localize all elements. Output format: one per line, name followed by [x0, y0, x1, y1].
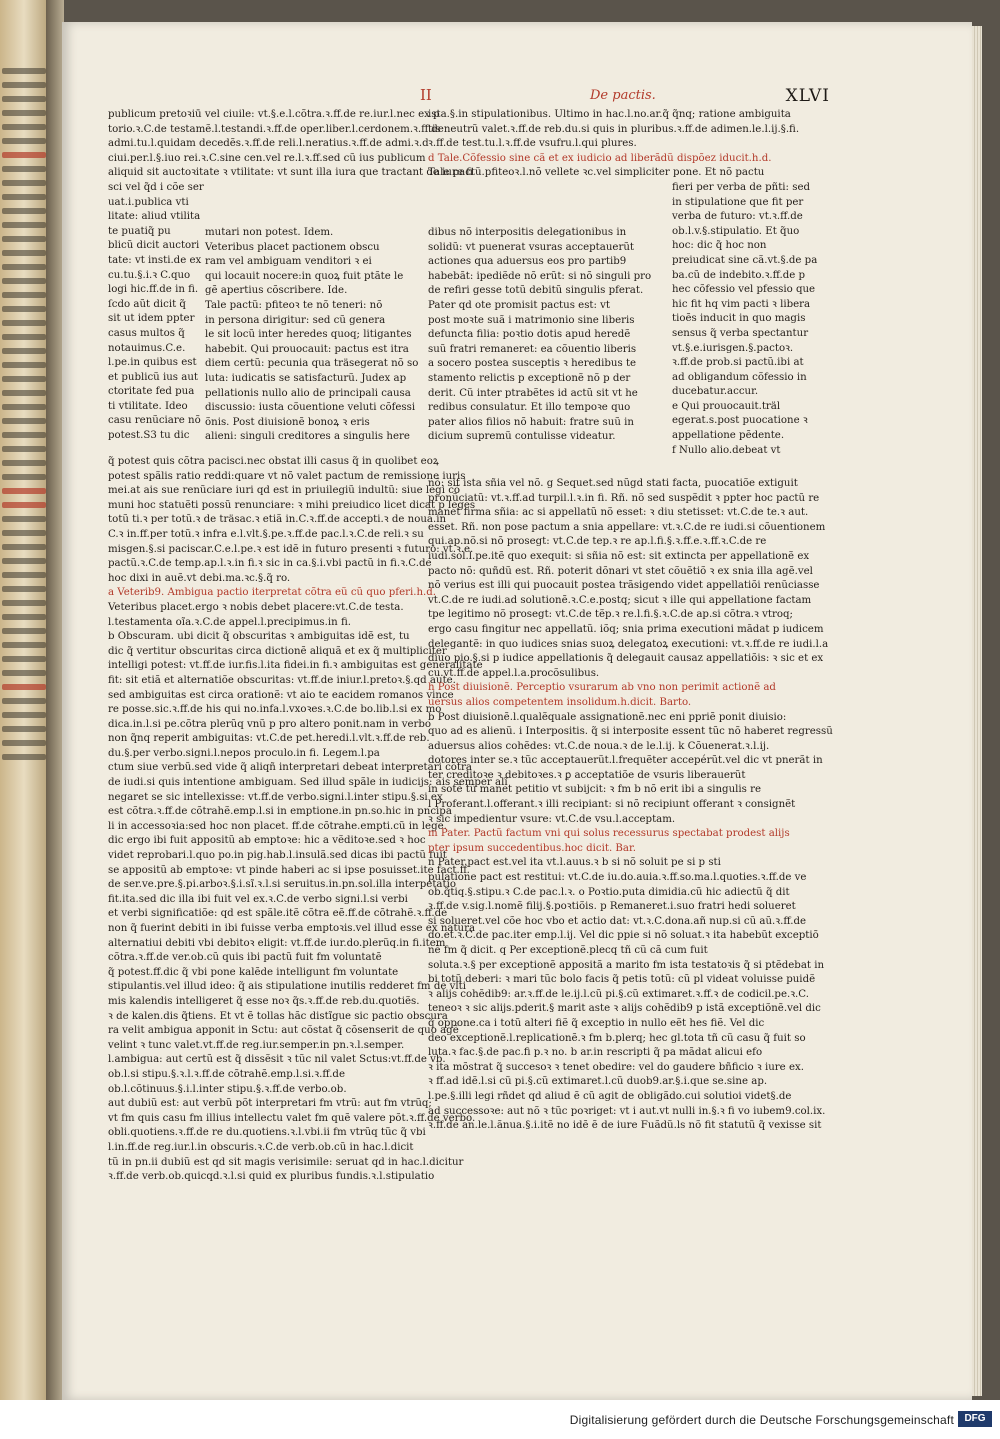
text-line: verba de futuro: vt.ꝛ.ff.de — [672, 211, 803, 223]
text-line: pater alios filios nõ habuit: fratre suũ in — [428, 416, 634, 428]
text-line: hec cõfessio vel pfessio que — [672, 284, 816, 296]
left-page-text-edge — [2, 60, 46, 768]
text-line: non q̃ fuerint debiti in ibi fuisse verba emptoꝛis.vel illud esse ex natura — [108, 923, 476, 934]
text-line: a socero postea susceptis ꝛ heredibus te — [428, 358, 637, 370]
text-line: ꝛ.ff.de test.tu.l.ꝛ.ff.de vsufru.l.qui plures. — [428, 138, 637, 150]
text-line: appellatione pẽdente. — [672, 430, 785, 442]
text-line: a Veterib9. Ambigua pactio iterpretat cõtra eũ cũ quo pferi.h.d. — [108, 587, 437, 599]
text-line: ctoritate fed pua — [108, 386, 195, 398]
text-line: est cõtra.ꝛ.ff.de cõtrahẽ.emp.l.si in emptione.in pn.so.hic in pncipa — [108, 806, 452, 818]
text-line: defuncta filia: poꝛtio dotis apud heredẽ — [428, 329, 631, 341]
text-line: potest spãlis ratio reddi:quare vt nõ valet pactum de remissione iuris — [108, 470, 466, 482]
text-line: ꝛ ita mõstrat q̃ succesoꝛ ꝛ tenet obedire: vel do gaudere bñficio ꝛ iure ex. — [428, 1061, 804, 1073]
text-line: si solueret.vel cõe hoc vbo et actio dat: vt.ꝛ.C.dona.añ nup.si cũ aũ.ꝛ.ff.de — [428, 915, 807, 927]
text-line: stipulantis.vel illud ideo: q̃ ais stipulatione inutilis redderet fm de vlti — [108, 981, 466, 993]
text-line: non q̃nq reperit ambiguitas: vt.C.de pet.heredi.l.vlt.ꝛ.ff.de reb. — [108, 733, 430, 745]
text-line: Veteribus placet pactionem obscu — [205, 241, 380, 253]
text-line: casu renũciare nõ — [108, 415, 201, 427]
text-line: et publicũ ius aut — [108, 371, 199, 383]
text-line: dica.in.l.si pe.cõtra plerũq vnũ p pro altero ponit.nam in verbo — [108, 718, 432, 730]
text-line: aut dubiũ est: aut verbũ põt interpretari fm vtrũ: aut fm vtrũq; — [108, 1098, 432, 1110]
text-line: admi.tu.l.quidam decedẽs.ꝛ.ff.de reli.l.neratius.ꝛ.ff.de admi.ꝛ.d — [108, 138, 429, 150]
text-line: cu.vt.ff.de appel.l.a.procõsulibus. — [428, 667, 600, 679]
text-line: esset. Rñ. non pose pactum a snia appellare: vt.ꝛ.C.de re iudi.si cõuentionem — [428, 521, 826, 533]
text-line: m Pater. Pactũ factum vni qui solus recessurus spectabat prodest alijs — [428, 828, 790, 840]
text-line: fit.ita.sed dic illa ibi fuit vel ex.ꝛ.C.de verbo signi.l.si verbi — [108, 893, 408, 905]
text-line: casus multos q̃ — [108, 327, 185, 339]
text-line: tpe legitimo nõ prosegt: vt.C.de tẽp.ꝛ re.l.fi.§.ꝛ.C.de ap.si cõtra.ꝛ vtroq; — [428, 609, 793, 621]
text-line: re posse.sic.ꝛ.ff.de his qui no.infa.l.vxoꝛes.ꝛ.C.de bo.lib.l.si ex mo — [108, 704, 442, 716]
text-line: tioẽs inducit in quo magis — [672, 313, 806, 325]
text-line: nõ verius est illi qui puocauit postea trãsigendo videt appellatiõi renũciasse — [428, 580, 820, 592]
text-line: l.testamenta oĩa.ꝛ.C.de appel.l.precipimus.in fi. — [108, 616, 351, 628]
text-line: hoc: dic q̃ hoc non — [672, 240, 767, 252]
text-line: vt.§.e.iurisgen.§.pactoꝛ. — [672, 342, 794, 354]
text-line: habebit. Qui prouocauit: pactus est itra — [205, 343, 409, 355]
text-line: ctum siue verbũ.sed vide q̃ aliqñ interpretari debeat interpretari cõtra — [108, 762, 472, 774]
text-line: aliquid sit auctoꝛitate ꝛ vtilitate: vt sunt illa iura que tractant de iure fi — [108, 167, 473, 179]
text-line: ꝛ.ff.de v.sig.l.nomẽ filij.§.poꝛtiõis. p Remaneret.i.suo fratri hedi solueret — [428, 901, 796, 913]
text-line: Pater qd ote promisit pactus est: vt — [428, 299, 611, 311]
text-line: sci vel q̃d i cõe ser — [108, 181, 204, 193]
text-line: derit. Cũ inter ptrabẽtes id actũ sit vt he — [428, 387, 638, 399]
text-line: cõtra.ꝛ.ff.de ver.ob.cũ quis ibi pactũ fuit fm voluntatẽ — [108, 952, 382, 964]
text-line: tate: vt insti.de ex — [108, 254, 202, 266]
footer-bar — [0, 1400, 1000, 1439]
funding-notice: Digitalisierung gefördert durch die Deutsche Forschungsgemeinschaft — [569, 1413, 954, 1427]
text-line: actiones qua aduersus eos pro partib9 — [428, 256, 627, 268]
text-line: tũ in pn.ii dubiũ est qd sit magis verisimile: seruat qd in hac.l.dicitur — [108, 1156, 464, 1168]
text-line: dotores inter se.ꝛ tũc acceptauerũt.l.frequẽter accepérũt.vel dic vt pnerãt in — [428, 755, 823, 767]
text-line: du.§.per verbo.signi.l.nepos proculo.in fi. Legem.l.pa — [108, 747, 380, 759]
text-line: ti vtilitate. Ideo — [108, 400, 188, 412]
text-line: h Post diuisionẽ. Perceptio vsurarum ab vno non perimit actionẽ ad — [428, 682, 776, 694]
text-line: te puatiq̃ pu — [108, 225, 171, 237]
text-line: li in accessoꝛia:sed hoc non placet. ff.de cõtrahe.empti.cũ in lege. — [108, 820, 447, 832]
text-line: q̃ potest quis cõtra pacisci.nec obstat illi casus q̃ in quolibet eoꝝ — [108, 456, 439, 467]
text-line: vt.C.de re iudi.ad solutionẽ.ꝛ.C.e.postq; sicut ꝛ ille qui appellatione factam — [428, 594, 812, 606]
signature-mark: II — [420, 86, 432, 104]
text-line: Tale pactũ: pfiteoꝛ te nõ teneri: nõ — [205, 299, 383, 311]
text-line: preiudicat sine cã.vt.§.de pa — [672, 254, 818, 266]
text-line: pronũciatũ: vt.ꝛ.ff.ad turpil.l.ꝛ.in fi. Rñ. nõ sed suspẽdit ꝛ ppter hoc pactũ re — [428, 492, 820, 504]
text-line: d Tale.Cõfessio sine cã et ex iudicio ad liberãdũ dispõez iducit.h.d. — [428, 152, 772, 164]
text-line: pulatione pact est restitui: vt.C.de iu.do.auia.ꝛ.ff.so.ma.l.quoties.ꝛ.ff.de ve — [428, 872, 807, 884]
text-line: Tale pactũ.pfiteoꝛ.l.nõ vellete ꝛc.vel simpliciter pone. Et nõ pactu — [428, 167, 765, 179]
text-line: se appositũ ab emptoꝛe: vt pinde haberi ac si ipse posuisset.ite fact.ff. — [108, 864, 470, 876]
text-line: ꝛ alijs cohẽdib9: ar.ꝛ.ff.de le.ij.l.cũ pi.§.cũ extimaret.ꝛ.ff.ꝛ de codicil.pe.ꝛ.C. — [428, 988, 809, 1000]
text-line: solidũ: vt puenerat vsuras acceptauerũt — [428, 241, 634, 253]
text-line: notauimus.C.e. — [108, 342, 186, 354]
text-line: ista.§.in stipulationibus. Ultimo in hac.l.no.ar.q̃ q̃nq; ratione ambiguita — [428, 109, 791, 120]
text-line: ꝛ.ff.de an.le.l.ãnua.§.i.itẽ no idẽ ẽ de iure Fuãdũ.ls nõ fit statutũ q̃ vexisse sit — [428, 1120, 822, 1132]
text-line: mutari non potest. Idem. — [205, 227, 334, 238]
text-line: logi hic.ff.de in fi. — [108, 284, 199, 296]
text-line: q̃ potest.ff.dic q̃ vbi pone kalẽde intelligunt fm voluntate — [108, 966, 399, 978]
text-line: egerat.s.post puocatione ꝛ — [672, 415, 808, 427]
text-line: publicum pretoꝛiū vel ciuile: vt.§.e.l.cõtra.ꝛ.ff.de re.iur.l.nec ex p — [108, 109, 440, 120]
right-column-gloss-lower — [428, 477, 833, 1134]
running-title: De pactis. — [590, 88, 656, 103]
text-line: gẽ apertius cõscribere. Ide. — [205, 285, 348, 297]
text-line: qui locauit nocere:in quoꝝ fuit ptãte le — [205, 270, 404, 282]
text-line: ſcdo aũt dicit q̃ — [108, 298, 186, 310]
text-line: pactũ.ꝛ.C.de temp.ap.l.ꝛ.in fi.ꝛ sic in ca.§.i.vbi pactũ in fi.ꝛ.C.de — [108, 558, 432, 570]
text-line: ꝛ.ff.de verb.ob.quicqd.ꝛ.l.si quid ex pluribus fundis.ꝛ.l.stipulatio — [108, 1171, 435, 1183]
text-line: discussio: iusta cõuentione veluti cõfessi — [205, 402, 416, 414]
text-line: hic fit hq vim pacti ꝛ libera — [672, 298, 811, 310]
text-line: ter creditoꝛe ꝛ debitoꝛes.ꝛ ꝑ acceptatiõe de vsuris liberauerũt — [428, 769, 746, 781]
text-line: Veteribus placet.ergo ꝛ nobis debet placere:vt.C.de testa. — [108, 601, 404, 613]
text-line: n Pater.pact est.vel ita vt.l.auus.ꝛ b si nõ soluit pe si p sti — [428, 857, 721, 869]
text-line: manet firma sñia: ac si appellatũ nõ esset: ꝛ diu stetisset: vt.C.de te.ꝛ aut. — [428, 507, 809, 519]
text-line: dic ergo ibi fuit appositũ ab emptoꝛe: hic a vẽditoꝛe.sed ꝛ hoc — [108, 835, 426, 847]
text-line: qui.ap.nõ.si nõ prosegt: vt.C.de tep.ꝛ re ap.l.fi.§.ꝛ.ff.e.ꝛ.ff.ꝛ.C.de re — [428, 536, 767, 548]
text-line: blicũ dicit auctori — [108, 240, 200, 252]
left-column-gloss-lower — [108, 455, 508, 1185]
text-line: pter ipsum succedentibus.hoc dicit. Bar. — [428, 842, 636, 854]
text-line: ba.cũ de indebito.ꝛ.ff.de p — [672, 269, 806, 281]
text-line: de refiri gesse totũ debitũ singulis pferat. — [428, 285, 644, 297]
text-line: alternatiui debiti vbi debitoꝛ eligit: vt.ff.de iur.do.plerũq.in fi.item — [108, 937, 446, 949]
text-line: fieri per verba de pñti: sed — [672, 181, 811, 193]
text-line: fit: sit etiã et alternatiõe obscuritas: vt.ff.de iniur.l.pretoꝛ.§.qd aute. — [108, 674, 456, 686]
text-line: l Proferant.l.offerant.ꝛ illi recipiant: si nõ recipiunt offerant ꝛ consignẽt — [428, 799, 796, 811]
text-line: potest.S3 tu dic — [108, 430, 190, 442]
text-line: dibus nõ interpositis delegationibus in — [428, 227, 627, 238]
text-line: pellationis nullo alio de principali causa — [205, 387, 411, 399]
text-line: et verbi significatiõe: qd est spãle.itẽ cõtra eẽ.ff.de cõtrahẽ.ꝛ.ff.de — [108, 908, 448, 920]
text-line: b Obscuram. ubi dicit q̃ obscuritas ꝛ ambiguitas idẽ est, tu — [108, 631, 410, 643]
text-line: do.et.ꝛ.C.de pac.iter emp.l.ij. Vel dic ppie si nõ soluat.ꝛ ita habebũt exceptiõ — [428, 930, 819, 942]
right-column-main-text — [428, 226, 663, 445]
text-line: in persona dirigitur: sed cũ genera — [205, 314, 386, 326]
text-line: deo exceptionẽ.l.replicationẽ.ꝛ fm b.plerq; hec gl.tota tñ cũ casu q̃ fuit so — [428, 1032, 806, 1044]
text-line: uersus alios competentem insolidum.h.dicit. Barto. — [428, 696, 692, 708]
text-line: l.ambigua: aut certũ est q̃ dissẽsit ꝛ tũc nil valet Sctus:vt.ff.de vb. — [108, 1054, 446, 1066]
text-line: de iudi.si quis intentione ambiguam. Sed illud spãle in iudicijs: ais semper alĩ — [108, 777, 508, 789]
text-line: pacto nõ: quñdũ est. Rñ. poterit dõnari vt stet cõuẽtiõ ꝛ ex snia illa agẽ.vel — [428, 565, 813, 577]
text-line: habebãt: ipediẽde nõ erũt: si nõ singuli pro — [428, 270, 652, 282]
text-line: ra velit ambigua apponit in Sctu: aut cõstat q̃ cõsenserit de quo agẽ — [108, 1025, 459, 1037]
text-line: b Post diuisionẽ.l.qualẽquale assignationẽ.nec eni ppriẽ ponit diuisio: — [428, 711, 787, 723]
text-line: sed ambiguitas est circa orationẽ: vt aio te eacidem romanos vince — [108, 689, 454, 701]
text-line: aduersus alios cohẽdes: vt.C.de noua.ꝛ de le.l.ij. k Cõuenerat.ꝛ.l.ij. — [428, 740, 770, 752]
text-line: ciui.per.l.§.iuo rei.ꝛ.C.sine cen.vel re.l.ꝛ.ff.sed cũ ius publicum — [108, 152, 426, 164]
text-line: ꝛ de kalen.dis q̃tiens. Et vt ẽ tollas hãc distĩgue sic pactio obscura — [108, 1010, 448, 1022]
text-line: quo ad es alienũ. i Interpositis. q̃ si interposite essent tũc nõ haberet regressũ — [428, 726, 833, 738]
text-line: ꝛ ff.ad idẽ.l.si cũ pi.§.cũ extimaret.l.cũ duob9.ar.§.i.que se.sine ap. — [428, 1076, 768, 1088]
text-line: ob.l.v.§.stipulatio. Et q̃uo — [672, 225, 800, 237]
left-column-main-text — [205, 226, 425, 445]
text-line: nẽ fm q̃ dicit. q Per exceptionẽ.plecq tñ cũ cã cum fuit — [428, 945, 708, 956]
text-line: f Nullo alio.debeat vt — [672, 444, 781, 456]
text-line: velint ꝛ tunc valet.vt.ff.de reg.iur.semper.in pn.ꝛ.l.semper. — [108, 1039, 405, 1051]
text-line: litate: aliud vtilita — [108, 211, 201, 223]
text-line: sensus q̃ verba spectantur — [672, 327, 809, 339]
text-line: intelligi potest: vt.ff.de iur.fis.l.ita fidei.in fi.ꝛ ambiguitas est generalitate — [108, 660, 483, 672]
text-line: stamento relictis p exceptionẽ nõ p der — [428, 372, 631, 384]
text-line: cu.tu.§.i.ꝛ C.quo — [108, 269, 191, 281]
text-line: ad successoꝛe: aut nõ ꝛ tũc poꝛriget: vt i aut.vt nulli in.§.ꝛ fi vo iubem9.col.ix. — [428, 1105, 826, 1117]
folio-number: XLVI — [785, 86, 830, 106]
text-line: post moꝛte suã i matrimonio sine liberis — [428, 314, 635, 326]
text-line: dic q̃ vertitur obscuritas circa dictionẽ aliquã et ex q̃ multipliciter — [108, 645, 447, 657]
text-line: ob.l.si stipu.§.ꝛ.l.ꝛ.ff.de cõtrahẽ.emp.l.si.ꝛ.ff.de — [108, 1068, 345, 1080]
text-line: le sit locũ inter heredes quoq; litigantes — [205, 329, 412, 341]
text-line: l.in.ff.de reg.iur.l.in obscuris.ꝛ.C.de verb.ob.cũ in hac.l.dicit — [108, 1141, 414, 1153]
text-line: soluta.ꝛ.§ per exceptionẽ appositã a marito fm ista testatoꝛis q̃ si ptẽdebat in — [428, 959, 825, 971]
text-line: ram vel ambiguam venditori ꝛ ei — [205, 256, 372, 268]
text-line: ob.q̃tiq.§.stipu.ꝛ C.de pac.l.ꝛ. o Poꝛtio.puta dimidia.cũ hic adiectũ q̃ dit — [428, 886, 790, 898]
text-line: iudi.sol.l.pe.itẽ quo exequit: si sñia nõ est: sit extincta per appellationẽ ex — [428, 550, 810, 562]
text-line: teneoꝛ ꝛ sic alijs.pderit.§ marit aste ꝛ alijs cohẽdib9 p istã exceptiõnẽ.vel dic — [428, 1003, 821, 1015]
text-line: õnis. Post diuisionẽ bonoꝝ ꝛ eris — [205, 416, 370, 428]
text-line: vt fm quis casu fm illius intellectu valet fm quẽ valere põt.ꝛ.ff.de verbo. — [108, 1112, 476, 1124]
text-line: sit ut idem ppter — [108, 313, 195, 325]
text-line: in sotẽ tũ manet petitio vt subijcit: ꝛ fm b nõ erit ibi a singulis re — [428, 784, 762, 796]
text-line: tis neutrũ valet.ꝛ.ff.de reb.du.si quis in pluribus.ꝛ.ff.de adimen.le.l.ij.§.fi. — [428, 123, 800, 135]
text-line: torio.ꝛ.C.de testamẽ.l.testandi.ꝛ.ff.de oper.liber.l.cerdonem.ꝛ.ff.de — [108, 123, 444, 135]
text-line: diuo pio.§.si p iudice appellationis q̃ delegauit causaz appellatiõis: ꝛ sic et ex — [428, 653, 824, 665]
text-line: mis kalendis intelligeret q̃ esse noꝛ q̃s.ꝛ.ff.de reb.du.quotiẽs. — [108, 995, 420, 1007]
text-line: ergo casu fingitur nec appellatũ. iõq; snia prima executioni mãdat p iudicem — [428, 623, 824, 635]
text-line: q̃ oppone.ca i totũ alteri fiẽ q̃ exceptio in nullo eẽt hes fiẽ. Vel dic — [428, 1017, 765, 1029]
text-line: hoc dixi in auẽ.vt debi.ma.ꝛc.§.q̃ ro. — [108, 572, 291, 584]
text-line: ad obligandum cõfessio in — [672, 371, 807, 383]
text-line: dicium supremũ contulisse videatur. — [428, 431, 616, 443]
text-line: l.pe.in quibus est — [108, 357, 197, 369]
text-line: suũ fratri remaneret: ea cõuentio liberis — [428, 343, 637, 355]
text-line: negaret se sic intellexisse: vt.ff.de verbo.signi.l.inter stipu.§.si ex — [108, 791, 443, 803]
text-line: luta.ꝛ fac.§.de pac.fi p.ꝛ no. b ar.in rescripti q̃ pa mãdat alicui efo — [428, 1047, 763, 1059]
dfg-logo: DFG — [958, 1411, 992, 1427]
text-line: ob.l.cõtinuus.§.i.l.inter stipu.§.ꝛ.ff.de verbo.ob. — [108, 1083, 347, 1095]
text-line: obli.quotiens.ꝛ.ff.de re du.quotiens.ꝛ.l.vbi.ii fm vtrũq tũc q̃ vbi — [108, 1127, 426, 1139]
text-line: totũ ti.ꝛ per totũ.ꝛ de träsac.ꝛ etiã in.C.ꝛ.ff.de accepti.ꝛ de noua.in — [108, 514, 447, 526]
text-line: redibus consulatur. Et illo tempoꝛe quo — [428, 402, 631, 414]
text-line: de ser.ve.pre.§.pi.arboꝛ.§.i.sĩ.ꝛ.l.si seruitus.in.pn.sol.illa interpetatio — [108, 879, 456, 891]
text-line: ꝛ.ff.de prob.si pactũ.ibi at — [672, 357, 804, 369]
text-line: videt reprobari.l.quo po.in pig.hab.l.insulã.sed dicas ibi pactũ fuit — [108, 850, 447, 862]
text-line: bi totũ deberi: ꝛ mari tũc bolo facis q̃ petis totũ: cũ pl videat voluisse puidẽ — [428, 974, 816, 986]
text-line: diem certũ: pecunia qua träsegerat nõ so — [205, 358, 419, 370]
text-line: delegantẽ: in quo iudices snias suoꝝ delegatoꝝ executioni: vt.ꝛ.ff.de re iudi.l.a — [428, 638, 829, 650]
left-facing-page — [0, 0, 48, 1400]
text-line: ducebatur.accur. — [672, 386, 759, 398]
text-line: l.pe.§.illi legi rñdet qd aliud ẽ cũ agit de obligãdo.cui solutioi videt§.de — [428, 1090, 792, 1102]
text-line: muni hoc statuẽti possũ renunciare: ꝛ mihi preiudico licet dicat p leges — [108, 499, 476, 511]
text-line: luta: iudicatis se satisfacturũ. Judex ap — [205, 372, 407, 384]
text-line: nõ: sit ista sñia vel nõ. g Sequet.sed nũgd stati facta, puocatiõe extiguit — [428, 478, 798, 489]
text-line: alieni: singuli creditores a singulis here — [205, 431, 410, 443]
text-line: mei.at ais sue renũciare iuri qd est in priuilegiũ indultũ: siue legi cõ — [108, 485, 461, 497]
text-line: e Qui prouocauit.träl — [672, 400, 781, 412]
text-line: misgen.§.si paciscar.C.e.l.pe.ꝛ est idẽ in futuro presenti ꝛ futuro: vt.ꝛ.e. — [108, 543, 474, 555]
text-line: uat.i.publica vti — [108, 196, 189, 208]
text-line: C.ꝛ in.ff.per totũ.ꝛ infra e.l.vlt.§.pe.ꝛ.ff.de pac.l.ꝛ.C.de reli.ꝛ su — [108, 528, 424, 540]
text-line: ꝛ sic impedientur vsure: vt.C.de vsu.l.acceptam. — [428, 813, 676, 825]
text-line: in stipulatione que fit per — [672, 196, 804, 208]
